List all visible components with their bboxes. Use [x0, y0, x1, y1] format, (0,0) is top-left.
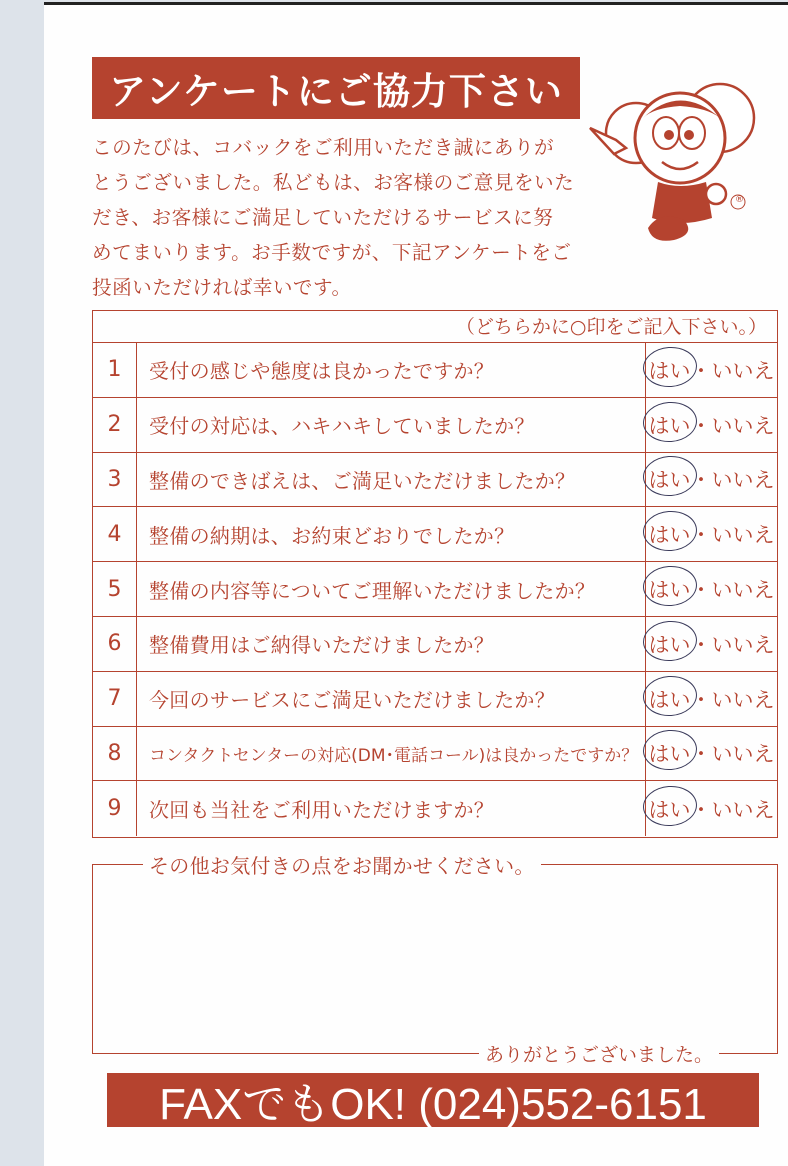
answer-separator: ・ — [690, 797, 712, 822]
answer-no[interactable]: いいえ — [711, 523, 775, 548]
comments-label: その他お気付きの点をお聞かせください。 — [143, 850, 541, 879]
question-text: 整備費用はご納得いただけましたか？ — [149, 633, 495, 658]
answer-yes[interactable]: はい — [649, 519, 691, 549]
intro-line: とうございました。私どもは、お客様のご意見をいた — [92, 171, 575, 194]
answer-no[interactable]: いいえ — [711, 632, 775, 657]
answer-separator: ・ — [690, 632, 712, 657]
answer-cell[interactable] — [645, 617, 777, 671]
question-number: 2 — [93, 398, 137, 452]
answer-separator: ・ — [690, 468, 712, 493]
answer-no[interactable]: いいえ — [711, 578, 775, 603]
question-number: 5 — [93, 562, 137, 616]
question-row — [93, 672, 777, 727]
fax-banner: FAXでもOK! (024)552-6151 — [107, 1073, 759, 1127]
kobac-mascot-icon — [588, 78, 766, 248]
answer-yes[interactable]: はい — [649, 574, 691, 604]
answer-cell[interactable] — [645, 507, 777, 561]
question-text: 整備の内容等についてご理解いただけましたか？ — [149, 578, 596, 603]
answer-yes[interactable]: はい — [649, 464, 691, 494]
answer-no[interactable]: いいえ — [711, 742, 775, 767]
answer-separator: ・ — [690, 742, 712, 767]
answer-separator: ・ — [690, 358, 712, 383]
answer-separator: ・ — [690, 687, 712, 712]
intro-line: このたびは、コバックをご利用いただき誠にありが — [92, 136, 555, 159]
registered-mark: ® — [735, 195, 744, 205]
intro-line: めてまいります。お手数ですが、下記アンケートをご — [92, 241, 572, 264]
answer-no[interactable]: いいえ — [711, 358, 775, 383]
answer-no[interactable]: いいえ — [711, 797, 775, 822]
question-number: 1 — [93, 343, 137, 397]
answer-yes[interactable]: はい — [649, 629, 691, 659]
question-number: 7 — [93, 672, 137, 726]
question-number: 8 — [93, 727, 137, 781]
question-text: 受付の対応は、ハキハキしていましたか？ — [149, 414, 535, 439]
question-number: 6 — [93, 617, 137, 671]
answer-no[interactable]: いいえ — [711, 413, 775, 438]
answer-separator: ・ — [690, 523, 712, 548]
page-title: アンケートにご協力下さい — [92, 57, 580, 119]
answer-cell[interactable] — [645, 672, 777, 726]
question-text: 整備の納期は、お約束どおりでしたか？ — [149, 523, 515, 548]
intro-line: 投函いただければ幸いです。 — [92, 276, 352, 299]
question-row — [93, 781, 777, 836]
answer-no[interactable]: いいえ — [711, 468, 775, 493]
question-row — [93, 343, 777, 398]
answer-cell[interactable] — [645, 781, 777, 836]
question-row — [93, 617, 777, 672]
answer-yes[interactable]: はい — [649, 794, 691, 824]
intro-line: だき、お客様にご満足していただけるサービスに努 — [92, 206, 554, 229]
answer-yes[interactable]: はい — [649, 738, 691, 768]
question-number: 4 — [93, 507, 137, 561]
question-text: 整備のできばえは、ご満足いただけましたか？ — [149, 468, 576, 493]
survey-table — [92, 310, 778, 838]
answer-yes[interactable]: はい — [649, 410, 691, 440]
question-number: 9 — [93, 781, 137, 836]
answer-cell[interactable] — [645, 453, 777, 507]
answer-separator: ・ — [690, 578, 712, 603]
question-text: 今回のサービスにご満足いただけましたか？ — [149, 688, 555, 713]
answer-cell[interactable] — [645, 343, 777, 397]
answer-cell[interactable] — [645, 562, 777, 616]
answer-yes[interactable]: はい — [649, 355, 691, 385]
answer-cell[interactable] — [645, 727, 777, 781]
question-number: 3 — [93, 453, 137, 507]
question-text: 受付の感じや態度は良かったですか？ — [149, 359, 495, 384]
intro-text — [92, 130, 592, 305]
answer-no[interactable]: いいえ — [711, 687, 775, 712]
answer-cell[interactable] — [645, 398, 777, 452]
answer-yes[interactable]: はい — [649, 684, 691, 714]
question-row — [93, 453, 777, 508]
scan-margin — [0, 0, 44, 1166]
comments-box[interactable] — [92, 854, 778, 1066]
survey-instruction: （どちらかに○印をご記入下さい。） — [93, 311, 777, 343]
question-row — [93, 398, 777, 453]
thanks-text: ありがとうございました。 — [479, 1040, 719, 1067]
question-row — [93, 727, 777, 782]
question-text: コンタクトセンターの対応(DM･電話コール)は良かったですか？ — [149, 745, 639, 766]
question-text: 次回も当社をご利用いただけますか？ — [149, 798, 495, 823]
question-row — [93, 562, 777, 617]
answer-separator: ・ — [690, 413, 712, 438]
question-row — [93, 507, 777, 562]
